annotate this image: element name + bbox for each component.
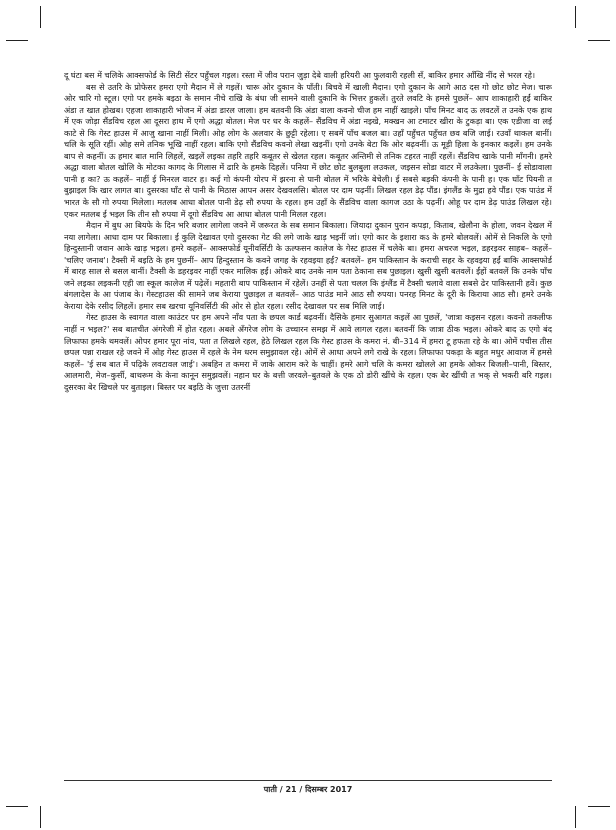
crop-mark-bottom-left-v	[40, 806, 41, 828]
footer-rule	[64, 780, 552, 781]
paragraph-3: मैदान में बुध आ बियफे के दिन भरि बजार लागेला जवने में जरूरत के सब समान बिकाला। जियादा दुकान पुरान कपड़ा, किताब, खेलौना के होला, जवन देखल में नया लागेला। आधा दाम पर बिकाला। ई कुलि देखावत एगो दुसरका गेट की लगे जाके खाड़ भइनीं जां। एगो कार के इशारा कऽ के हमरे बोलवलें। ओमें से निकलि के एगो हिन्दुस्तानी जवान आके खाड़ भइल। हमरे कहलें– आक्सफोर्ड यूनीवर्सिटी के ऊल्फसन कालेज के गेस्ट हाउस में चलेके बा। हमरा अचरज भइल, डहरइवर साहब– कहलें– 'चलिए जनाब'। टैक्सी में बइठि के हम पुछनीं– आप हिन्दुस्तान के कवने जगह के रहवइया हईं? बतवलें– हम पाकिस्तान के कराची सहर के रहवइया हईं बाकि आक्सफोर्ड में बारह साल से बसल बानीं। टैक्सी के डहरइवर नाहीं एकर मालिक हईं। ओकरे बाद उनके नाम पता ठेकाना सब पुछाइल। खुसी खुसी बतवलें। ईंहों बतवलें कि उनके पाँच जने लइका लइकनी एही जा स्कूल कालेज में पढ़ेलें। महतारी बाप पाकिस्तान में रहेलें। उनहीं से पता चलल कि इंग्लैंड में टैक्सी चलावे वाला सबसे ढेर पाकिस्तानी हवें। कुछ बंगलादेस के आ पंजाब के। गेस्टहाउस की सामने जब केराया पुछाइल त बतवलें– आठ पाउंड माने आठ सौ रुपया। पनरह मिनट के दूरी के किराया आठ सौ। हमरे उनके केराया देके रसीद लिहलें। हमार सब खरचा यूनिवर्सिटी की ओर से होत रहल। रसीद देखावल पर सब मिलि जाई।	[64, 220, 552, 311]
paragraph-1: दू घंटा बस में चलिके आक्सफोर्ड के सिटी सेंटर पहुँचल गइल। रस्ता में जीव परान जुड़ा देबे वाली हरियरी आ फुलवारी रहली सँ, बाकिर हमार आँखि नींद से भरल रहे।	[64, 70, 536, 80]
crop-mark-bottom-left-h	[6, 806, 28, 807]
page-footer: पाती / 21 / दिसम्बर 2017	[263, 785, 353, 794]
crop-mark-bottom-right-v	[575, 806, 576, 828]
paragraph-2: बस से उतरि के प्रोफेसर हमरा एगो मैदान में ले गइलें। चारू ओर दुकान के पाँती। बिचवे में खाली मैदान। एगो दुकान के आगे आठ दस गो छोट छोट मेज। चारू ओर चारि गो स्टूल। एगो पर हमके बइठा के समान नीचे राखि के बंधा जी सामने वाली दुकानि के भित्तर हुकलें। तुरते लवटि के हमसे पुछलें– आप शाकाहारी हईं बाकिर अंडा त खात होखब। एहजा शाकाहारी भोजन में अंडा डारल जाला। हम बतवनी कि अंडा वाला कवनो चीज हम नाहीं खाइले। पाँच मिनट बाद ऊ लवटलें त उनके एक हाथ में एक जोड़ा सैंडविच रहल आ दूसरा हाथ में एगो अद्धा बोतल। मेज पर धर के कहलें– सैंडविच में अंडा नइखे, मक्खन आ टमाटर खीरा के टुकड़ा बा। एक एडीजा वा लई काटे से कि गेस्ट हाउस में आजु खाना नाहीं मिली। ओह लोग के अलवार के छुट्टी रहेला। ए सबमें पाँच बजल बा। उहाँ पहुँचत पहुँचत छव बजि जाई। रउवाँ थाकल बानीं। चलि के सूति रहीं। ओह समे तनिक भूखि नाहीं रहल। बाकि एगो सैंडविच कवनो लेखा खइनीं। एगो उनके बेटा कि ओर बढ़वनीं। ऊ मूड़ी हिला के इनकार कइलें। हम उनके बाप से कहनीं। ऊ हमार बात मानि लिहलें, खइलें लइका तहरि तहरि कबूतर से खेलत रहल। कबूतर अन्तिमी से तनिक टहरत नाहीं रहलें। सैंडविच खाके पानी माँगनी। हमरे अद्धा वाला बोतल खोलि के मोटका कागद के गिलास में ढारि के हमके दिहलें। पनिया में छोट छोट बुलबुला लउकल, जइसन सोडा वाटर में लउकेला। पुछनीं– ई सोडावाला पानी ह का? ऊ कहलें– नाहीं ई मिनरल वाटर ह। कई गो कंपनी योरप में झरना से पानी बोतल में भरिके बेचेली। ई सबसे बड़की कंपनी के पानी ह। एक घाँट पियनी त बुझाइल कि खार लागत बा। दुसरका घाँट से पानी के मिठास आपन असर देखवलसि। बोतल पर दाम पढ़नीं। लिखल रहल डेढ़ पौंड। इंगलैंड के मुद्रा हवे पौंड। एक पाउंड में भारत के सौ गो रुपया मिलेला। मतलब आधा बोतल पानी डेढ़ सौ रुपया के रहल। हम उहाँ के सैंडविच वाला कागज उठा के पढ़नीं। ओहू पर दाम डेढ़ पाउंड लिखल रहे। एकर मतलब ई भइल कि तीन सौ रुपया में दूगो सैंडविच आ आधा बोतल पानी मिलल रहल।	[64, 81, 552, 219]
crop-mark-top-right-h	[588, 40, 610, 41]
crop-mark-top-left-h	[6, 40, 28, 41]
paragraph-4: गेस्ट हाउस के स्वागत वाला काउंटर पर हम अपने नाँव पता के छपल कार्ड बढ़वनीं। दैसिके हमार सुआगत कइलें आ पुछलें, 'जात्रा कइसन रहल। कवनो तकलीफ नाहीं न भइल?' सब बातचीत अंगरेजी में होत रहल। अबले अँगरेज लोग के उच्चारन समझ में आवे लागल रहल। बतवनीं कि जात्रा ठीक भइल। ओकरे बाद ऊ एगो बंद लिफाफा हमके थमवलें। ओपर हमार पूरा नांव, पता त लिखले रहल, हेठे लिखल रहल कि गेस्ट हाउस के कमरा नं. बी–314 में हमरा टू हफता रहे के बा। ओमें पचीस तीस छपल पन्ना राखल रहे जवने में ओह गेस्ट हाउस में रहले के नेम धरम समुझावल रहे। ओमें से आधा अपने लगे राखे के रहल। लिफाफा पकड़ा के बहुत मधुर आवाज में हमसे कहलें– 'ई सब बात में पढ़िके लवटावल जाई'। अबहिन त कमरा में जाके आराम करे के चाहीं। हमरे आगे चलि के कमरा खोलले आ हमके ओकर बिजली–पानी, बिस्तर, आलमारी, मेज–कुर्सी, बाथरूम के केना कानून समुझवलें। नहान घर के बत्ती जरवले–बुतवले के एक ठो डोरी खींचे के रहल। एक बेर खींची त भक् से भकरी बरि गइल। दुसरका बेर खिचले पर बुताइल। बिस्तर पर बइठि के जुत्ता उतरनीं	[64, 312, 552, 392]
crop-mark-top-right-v	[575, 6, 576, 28]
crop-mark-bottom-right-h	[588, 806, 610, 807]
crop-mark-top-left-v	[40, 6, 41, 28]
body-text	[64, 70, 552, 770]
